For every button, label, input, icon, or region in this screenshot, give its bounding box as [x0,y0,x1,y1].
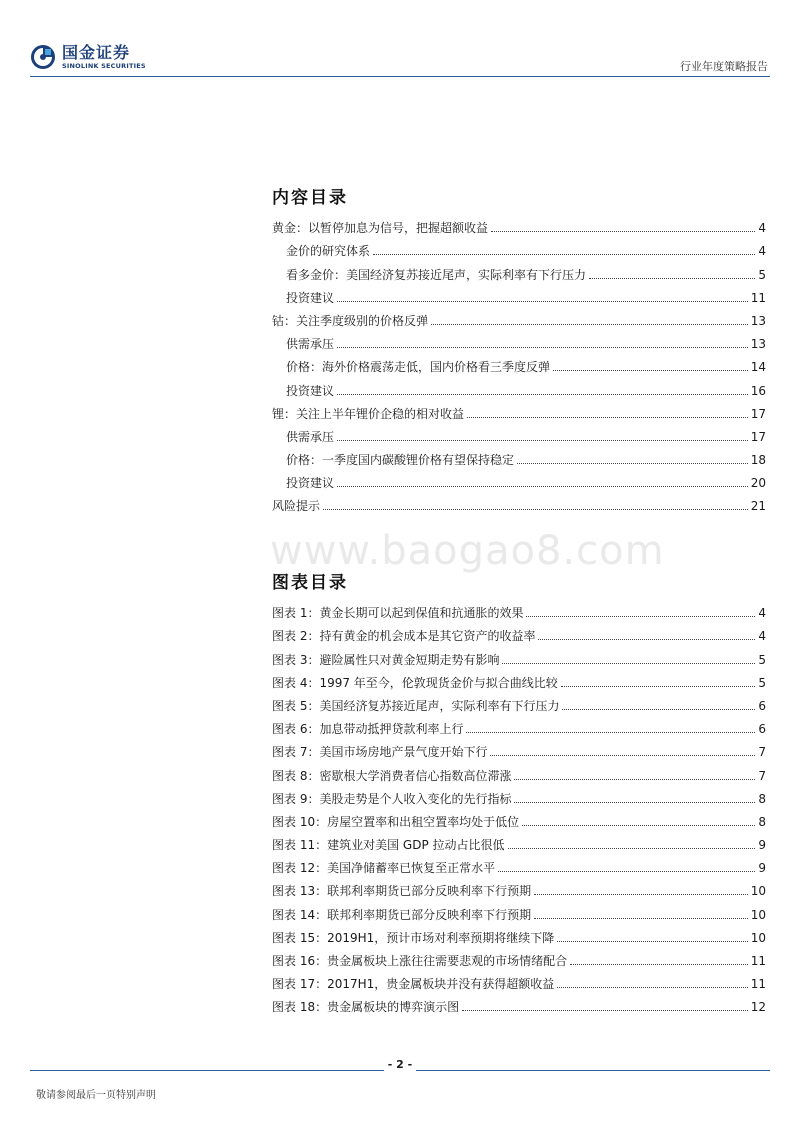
entry-page-number: 7 [758,768,766,783]
entry-page-number: 8 [758,814,766,829]
figure-entry[interactable] [272,783,766,806]
contents-entry[interactable] [272,421,766,444]
contents-entry[interactable] [272,444,766,467]
entry-label: 看多金价：美国经济复苏接近尾声，实际利率有下行压力 [286,267,587,282]
dot-leader [522,825,755,826]
entry-label: 图表 14：联邦利率期货已部分反映利率下行预期 [272,907,532,922]
contents-entry[interactable] [272,258,766,281]
dot-leader [557,987,747,988]
entry-page-number: 9 [758,861,766,876]
figures-title: 图表目录 [272,573,348,593]
entry-page-number: 5 [758,675,766,690]
figure-entry[interactable] [272,922,766,945]
contents-entry[interactable] [272,490,766,513]
entry-page-number: 10 [750,930,766,945]
entry-page-number: 10 [750,884,766,899]
entry-page-number: 20 [750,476,766,491]
entry-page-number: 6 [758,722,766,737]
figure-entry[interactable] [272,620,766,643]
entry-label: 图表 17：2017H1，贵金属板块并没有获得超额收益 [272,977,555,992]
contents-entry[interactable] [272,305,766,328]
entry-label: 供需承压 [286,429,335,444]
dot-leader [538,639,755,640]
dot-leader [526,616,755,617]
entry-label: 供需承压 [286,337,335,352]
figure-entry[interactable] [272,991,766,1014]
dot-leader [514,802,755,803]
figure-entry[interactable] [272,875,766,898]
dot-leader [508,848,756,849]
entry-label: 图表 12：美国净储蓄率已恢复至正常水平 [272,861,496,876]
dot-leader [467,417,748,418]
entry-page-number: 17 [750,406,766,421]
entry-page-number: 7 [758,745,766,760]
entry-page-number: 9 [758,838,766,853]
entry-page-number: 16 [750,383,766,398]
entry-label: 钴：关注季度级别的价格反弹 [272,313,429,328]
dot-leader [553,370,748,371]
dot-leader [562,709,755,710]
figure-entry[interactable] [272,643,766,666]
dot-leader [462,1010,748,1011]
entry-label: 金价的研究体系 [286,244,371,259]
entry-label: 图表 4：1997 年至今，伦敦现货金价与拟合曲线比较 [272,675,558,690]
entry-page-number: 18 [750,453,766,468]
entry-label: 投资建议 [286,476,335,491]
entry-page-number: 8 [758,791,766,806]
entry-label: 图表 10：房屋空置率和出租空置率均处于低位 [272,814,520,829]
dot-leader [323,509,748,510]
entry-label: 图表 6：加息带动抵押贷款利率上行 [272,722,464,737]
contents-entry[interactable] [272,467,766,490]
figure-entry[interactable] [272,852,766,875]
dot-leader [373,254,755,255]
entry-page-number: 4 [758,244,766,259]
watermark: www.baogao8.com [270,528,665,574]
figure-entry[interactable] [272,829,766,852]
entry-label: 价格：一季度国内碳酸锂价格有望保持稳定 [286,453,515,468]
entry-label: 图表 5：美国经济复苏接近尾声，实际利率有下行压力 [272,698,560,713]
contents-list [272,212,766,513]
figure-entry[interactable] [272,713,766,736]
company-logo [30,44,146,70]
dot-leader [589,278,755,279]
dot-leader [491,231,755,232]
dot-leader [561,686,756,687]
dot-leader [337,394,748,395]
entry-label: 价格：海外价格震荡走低，国内价格看三季度反弹 [286,360,551,375]
page-header [0,0,800,80]
entry-label: 图表 16：贵金属板块上涨往往需要悲观的市场情绪配合 [272,954,568,968]
entry-page-number: 4 [758,629,766,644]
dot-leader [431,324,748,325]
entry-label: 风险提示 [272,499,321,514]
contents-entry[interactable] [272,282,766,305]
entry-label: 图表 2：持有黄金的机会成本是其它资产的收益率 [272,629,536,644]
dot-leader [514,779,755,780]
logo-chinese-name: 国金证券 [62,43,131,62]
dot-leader [466,732,755,733]
dot-leader [534,918,748,919]
entry-label: 投资建议 [286,383,335,398]
entry-page-number: 13 [750,313,766,328]
entry-page-number: 6 [758,698,766,713]
entry-page-number: 12 [750,1000,766,1015]
contents-entry[interactable] [272,235,766,258]
entry-page-number: 4 [758,221,766,236]
disclaimer: 敬请参阅最后一页特别声明 [36,1090,156,1101]
report-type: 行业年度策略报告 [680,60,768,73]
dot-leader [502,663,755,664]
entry-page-number: 5 [758,267,766,282]
dot-leader [498,871,755,872]
contents-entry[interactable] [272,328,766,351]
dot-leader [337,486,748,487]
contents-entry[interactable] [272,351,766,374]
dot-leader [337,301,748,302]
entry-page-number: 11 [750,977,766,992]
entry-label: 图表 8：密歇根大学消费者信心指数高位滞涨 [272,768,512,783]
logo-english-name: SINOLINK SECURITIES [62,62,146,70]
figure-entry[interactable] [272,898,766,921]
entry-label: 黄金：以暂停加息为信号，把握超额收益 [272,221,489,236]
contents-title: 内容目录 [272,188,348,208]
dot-leader [570,964,748,965]
entry-page-number: 17 [750,429,766,444]
figure-entry[interactable] [272,690,766,713]
entry-label: 图表 7：美国市场房地产景气度开始下行 [272,745,488,760]
page-number: - 2 - [0,1058,800,1071]
dot-leader [534,894,748,895]
dot-leader [337,347,748,348]
entry-page-number: 11 [750,290,766,305]
contents-entry[interactable] [272,374,766,397]
dot-leader [337,440,748,441]
entry-label: 投资建议 [286,290,335,305]
entry-label: 图表 1：黄金长期可以起到保值和抗通胀的效果 [272,606,524,621]
figures-list [272,597,766,1014]
entry-page-number: 13 [750,337,766,352]
entry-page-number: 5 [758,652,766,667]
entry-page-number: 14 [750,360,766,375]
header-divider [30,76,770,77]
dot-leader [517,463,748,464]
entry-label: 图表 13：联邦利率期货已部分反映利率下行预期 [272,884,532,899]
dot-leader [490,755,755,756]
sinolink-logo-icon [30,44,56,70]
figure-entry[interactable] [272,945,766,968]
figure-entry[interactable] [272,806,766,829]
entry-page-number: 10 [750,907,766,922]
figure-entry[interactable] [272,759,766,782]
entry-page-number: 21 [750,499,766,514]
figure-entry[interactable] [272,968,766,991]
entry-label: 图表 18：贵金属板块的博弈演示图 [272,1000,460,1015]
entry-label: 图表 3：避险属性只对黄金短期走势有影响 [272,652,500,667]
entry-label: 图表 9：美股走势是个人收入变化的先行指标 [272,791,512,806]
contents-entry[interactable] [272,212,766,235]
figure-entry[interactable] [272,667,766,690]
figure-entry[interactable] [272,597,766,620]
entry-label: 图表 15：2019H1，预计市场对利率预期将继续下降 [272,930,555,945]
entry-label: 锂：关注上半年锂价企稳的相对收益 [272,406,465,421]
dot-leader [557,941,747,942]
entry-page-number: 4 [758,606,766,621]
entry-page-number: 11 [750,954,766,968]
contents-entry[interactable] [272,398,766,421]
entry-label: 图表 11：建筑业对美国 GDP 拉动占比很低 [272,838,505,853]
figure-entry[interactable] [272,736,766,759]
